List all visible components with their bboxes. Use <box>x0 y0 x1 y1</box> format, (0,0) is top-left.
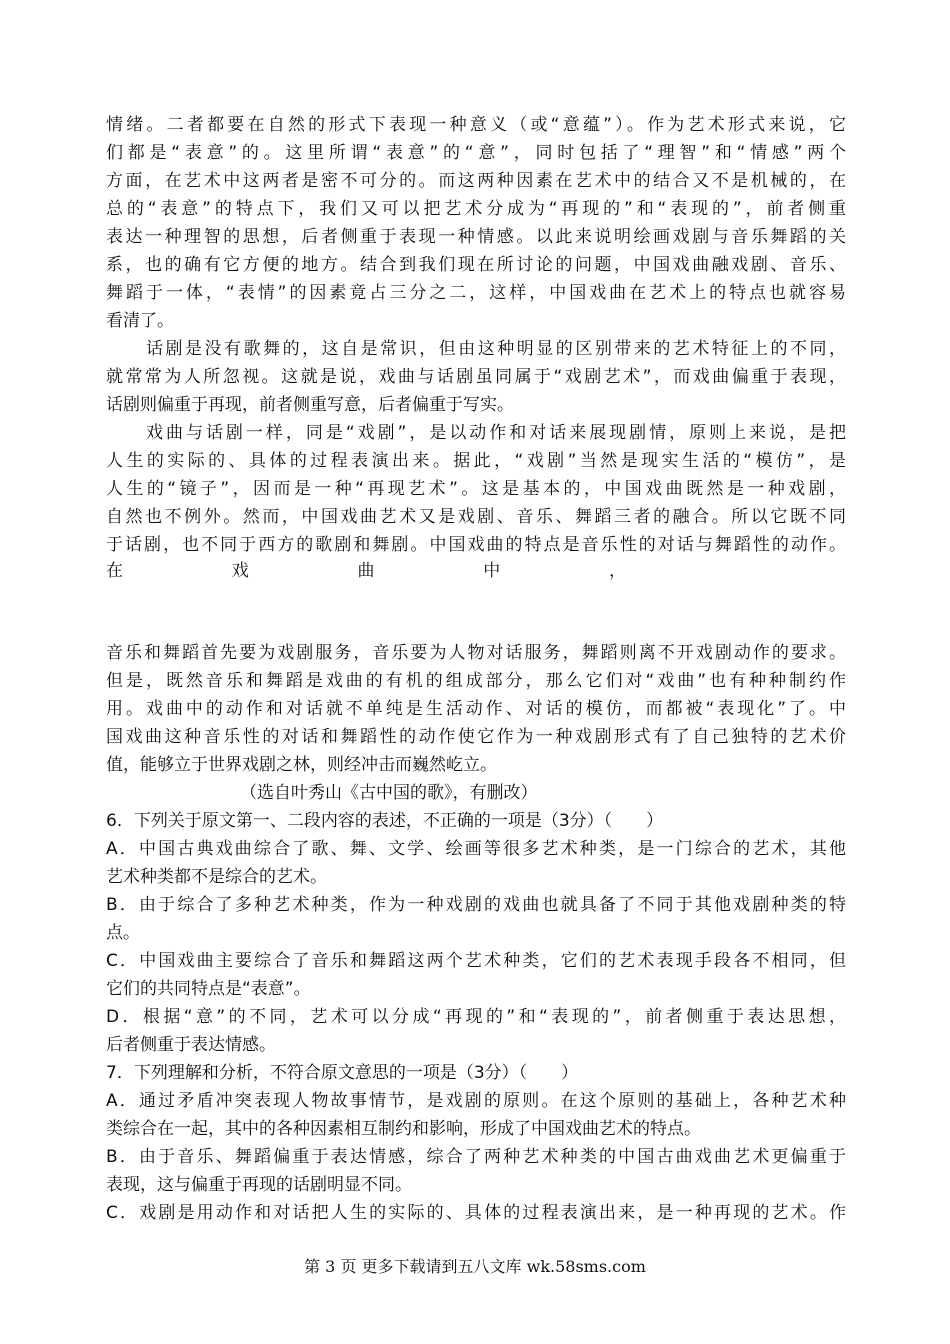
source-citation: （选自叶秀山《古中国的歌》，有删改） <box>240 783 538 803</box>
spread-char: 中 <box>483 561 501 581</box>
para4-line: 用。戏曲中的动作和对话就不单纯是生活动作、对话的模仿，而都被“表现化”了。中 <box>106 699 846 719</box>
spread-char: ， <box>609 561 626 581</box>
question-6-option-c: C．中国戏曲主要综合了音乐和舞蹈这两个艺术种类，它们的艺术表现手段各不相同，但 <box>106 951 846 971</box>
question-6-option-b: B．由于综合了多种艺术种类，作为一种戏剧的戏曲也就具备了不同于其他戏剧种类的特 <box>106 895 846 915</box>
question-6-option-d-cont: 后者侧重于表达情感。 <box>106 1035 276 1055</box>
para2-line: 话剧则偏重于再现，前者侧重写意，后者偏重于写实。 <box>106 395 514 415</box>
para4-line: 音乐和舞蹈首先要为戏剧服务，音乐要为人物对话服务，舞蹈则离不开戏剧动作的要求。 <box>106 643 846 663</box>
question-6-option-a: A．中国古典戏曲综合了歌、舞、文学、绘画等很多艺术种类，是一门综合的艺术，其他 <box>106 839 846 859</box>
question-7-option-b: B．由于音乐、舞蹈偏重于表达情感，综合了两种艺术种类的中国古曲戏曲艺术更偏重于 <box>106 1147 846 1167</box>
spread-char: 在 <box>106 561 123 581</box>
para3-line: 人生的实际的、具体的过程表演出来。据此，“戏剧”当然是现实生活的“模仿”，是 <box>106 451 846 471</box>
para1-line: 们都是“表意”的。这里所谓“表意”的“意”，同时包括了“理智”和“情感”两个 <box>106 143 846 163</box>
para1-line: 系，也的确有它方便的地方。结合到我们现在所讨论的问题，中国戏曲融戏剧、音乐、 <box>106 255 846 275</box>
para1-line: 表达一种理智的思想，后者侧重于表现一种情感。以此来说明绘画戏剧与音乐舞蹈的关 <box>106 227 846 247</box>
question-7-option-a: A．通过矛盾冲突表现人物故事情节，是戏剧的原则。在这个原则的基础上，各种艺术种 <box>106 1091 846 1111</box>
question-6-stem: 6．下列关于原文第一、二段内容的表述，不正确的一项是（3分）（ ） <box>106 811 664 831</box>
question-6-option-d: D．根据“意”的不同，艺术可以分成“再现的”和“表现的”，前者侧重于表达思想， <box>106 1007 846 1027</box>
para3-line: 于话剧，也不同于西方的歌剧和舞剧。中国戏曲的特点是音乐性的对话与舞蹈性的动作。 <box>106 535 846 555</box>
question-7-option-a-cont: 类综合在一起，其中的各种因素相互制约和影响，形成了中国戏曲艺术的特点。 <box>106 1119 701 1139</box>
para3-line: 自然也不例外。然而，中国戏曲艺术又是戏剧、音乐、舞蹈三者的融合。所以它既不同 <box>106 507 846 527</box>
para1-line: 舞蹈于一体，“表情”的因素竟占三分之二，这样，中国戏曲在艺术上的特点也就容易 <box>106 283 846 303</box>
question-7-option-c: C．戏剧是用动作和对话把人生的实际的、具体的过程表演出来，是一种再现的艺术。作 <box>106 1203 846 1223</box>
para3-line: 人生的“镜子”，因而是一种“再现艺术”。这是基本的，中国戏曲既然是一种戏剧， <box>106 479 846 499</box>
spread-char: 戏 <box>231 561 249 581</box>
question-6-option-a-cont: 艺术种类都不是综合的艺术。 <box>106 867 327 887</box>
question-6-option-c-cont: 它们的共同特点是“表意”。 <box>106 979 311 999</box>
question-7-option-b-cont: 表现，这与偏重于再现的话剧明显不同。 <box>106 1175 412 1195</box>
question-7-stem: 7．下列理解和分析，不符合原文意思的一项是（3分）（ ） <box>106 1063 579 1083</box>
spread-line <box>106 560 846 584</box>
para3-line: 戏曲与话剧一样，同是“戏剧”，是以动作和对话来展现剧情，原则上来说，是把 <box>146 423 846 443</box>
para1-line: 总的“表意”的特点下，我们又可以把艺术分成为“再现的”和“表现的”，前者侧重 <box>106 199 846 219</box>
para4-line: 值，能够立于世界戏剧之林，则经冲击而巍然屹立。 <box>106 755 497 775</box>
para2-line: 话剧是没有歌舞的，这自是常识，但由这种明显的区别带来的艺术特征上的不同， <box>146 339 846 359</box>
para1-line: 情绪。二者都要在自然的形式下表现一种意义（或“意蕴”）。作为艺术形式来说，它 <box>106 115 846 135</box>
para1-line: 方面，在艺术中这两者是密不可分的。而这两种因素在艺术中的结合又不是机械的，在 <box>106 171 846 191</box>
para4-line: 但是，既然音乐和舞蹈是戏曲的有机的组成部分，那么它们对“戏曲”也有种种制约作 <box>106 671 846 691</box>
page-footer: 第 3 页 更多下载请到五八文库 wk.58sms.com <box>304 1257 646 1276</box>
para2-line: 就常常为人所忽视。这就是说，戏曲与话剧虽同属于“戏剧艺术”，而戏曲偏重于表现， <box>106 367 846 387</box>
spread-char: 曲 <box>357 561 375 581</box>
para1-line: 看清了。 <box>106 311 174 331</box>
question-6-option-b-cont: 点。 <box>106 923 140 943</box>
para4-line: 国戏曲这种音乐性的对话和舞蹈性的动作使它作为一种戏剧形式有了自己独特的艺术价 <box>106 727 846 747</box>
